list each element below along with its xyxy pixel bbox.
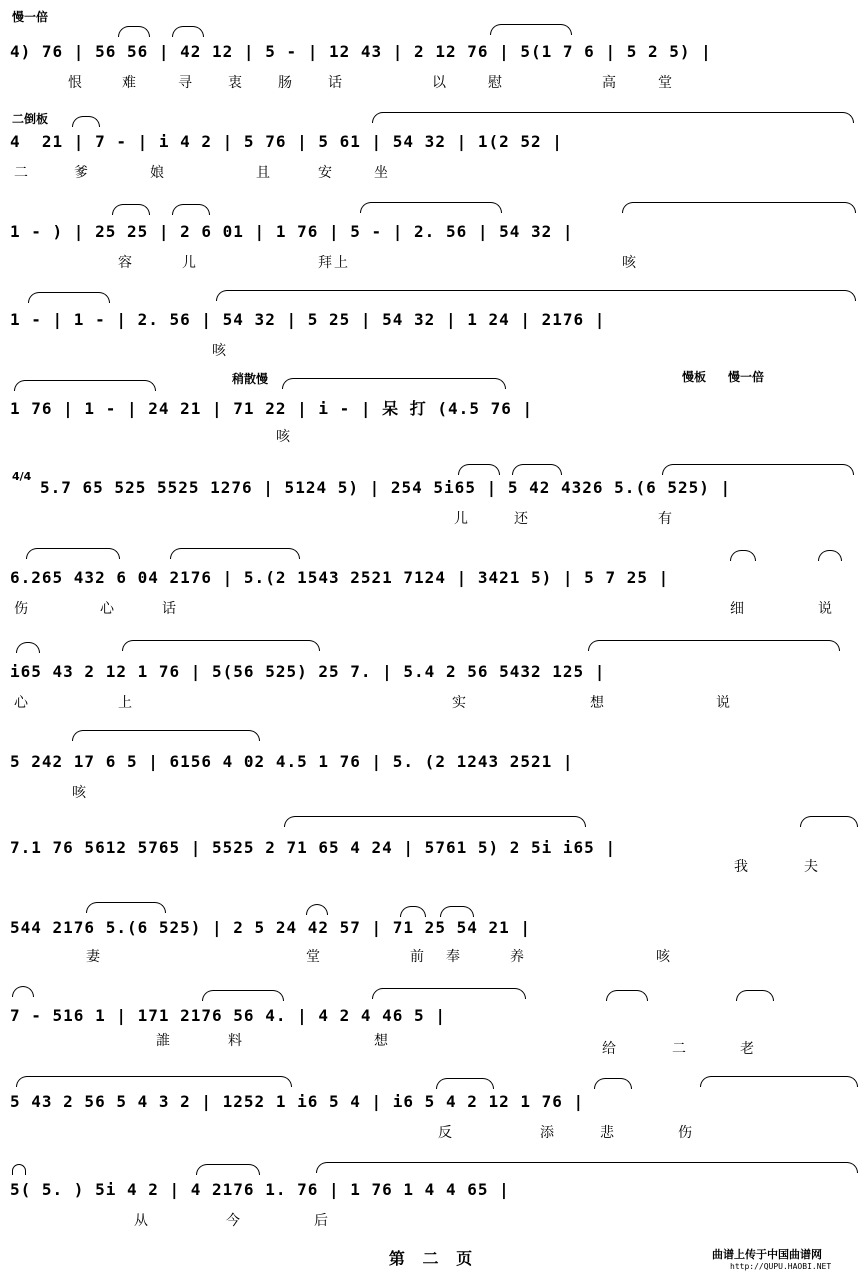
- lyric: 今: [226, 1213, 240, 1229]
- lyric: 伤: [14, 601, 28, 617]
- slur-mark: [622, 202, 856, 213]
- lyric: 反: [438, 1125, 452, 1141]
- slur-mark: [606, 990, 648, 1001]
- lyric: 说: [716, 695, 730, 711]
- lyric: 誰: [156, 1033, 170, 1049]
- page-number-label: 第 二 页: [388, 1249, 479, 1268]
- lyric: 儿: [182, 255, 196, 271]
- notation-line: 5.7 65 525 5525 1276 | 5124 5) | 254 5i65 | 5 42 4326 5.(6 525) |: [40, 478, 732, 497]
- slur-mark: [284, 816, 586, 827]
- slur-mark: [360, 202, 502, 213]
- lyric: 咳: [622, 255, 636, 271]
- lyric: 还: [514, 511, 528, 527]
- notation-line: 5 242 17 6 5 | 6156 4 02 4.5 1 76 | 5. (2 1243 2521 |: [10, 752, 574, 771]
- tempo-mark-slow-board: 慢板: [682, 370, 707, 384]
- notation-line: 5 43 2 56 5 4 3 2 | 1252 1 i6 5 4 | i6 5 4 2 12 1 76 |: [10, 1092, 585, 1111]
- slur-mark: [306, 904, 328, 915]
- lyric: 儿: [454, 511, 468, 527]
- lyric: 安: [318, 165, 332, 181]
- lyric: 上: [118, 695, 132, 711]
- slur-mark: [662, 464, 854, 475]
- notation-line: 1 - | 1 - | 2. 56 | 54 32 | 5 25 | 54 32 | 1 24 | 2176 |: [10, 310, 606, 329]
- notation-line: i65 43 2 12 1 76 | 5(56 525) 25 7. | 5.4 2 56 5432 125 |: [10, 662, 606, 681]
- slur-mark: [122, 640, 320, 651]
- lyric: 拜: [318, 255, 332, 271]
- slur-mark: [118, 26, 150, 37]
- slur-mark: [26, 548, 120, 559]
- source-credit: 曲谱上传于中国曲谱网: [712, 1248, 822, 1261]
- slur-mark: [490, 24, 572, 35]
- slur-mark: [196, 1164, 260, 1175]
- lyric: 心: [100, 601, 114, 617]
- tempo-mark-slow-double-2: 慢一倍: [728, 370, 765, 384]
- slur-mark: [170, 548, 300, 559]
- slur-mark: [588, 640, 840, 651]
- lyric: 咳: [212, 343, 226, 359]
- lyric: 心: [14, 695, 28, 711]
- lyric: 细: [730, 601, 744, 617]
- lyric: 想: [590, 695, 604, 711]
- lyric: 寻: [178, 75, 192, 91]
- lyric: 肠: [278, 75, 292, 91]
- lyric: 爹: [74, 165, 88, 181]
- lyric: 堂: [658, 75, 672, 91]
- lyric: 悲: [600, 1125, 614, 1141]
- lyric: 坐: [374, 165, 388, 181]
- notation-line: 5( 5. ) 5i 4 2 | 4 2176 1. 76 | 1 76 1 4 4 65 |: [10, 1180, 510, 1199]
- lyric: 料: [228, 1033, 242, 1049]
- lyric: 衷: [228, 75, 242, 91]
- lyric: 后: [314, 1213, 328, 1229]
- lyric: 给: [602, 1041, 616, 1057]
- slur-mark: [400, 906, 426, 917]
- slur-mark: [216, 290, 856, 301]
- slur-mark: [512, 464, 562, 475]
- notation-line: 7 - 516 1 | 171 2176 56 4. | 4 2 4 46 5 |: [10, 1006, 446, 1025]
- slur-mark: [16, 1076, 292, 1087]
- lyric: 想: [374, 1033, 388, 1049]
- notation-line: 544 2176 5.(6 525) | 2 5 24 42 57 | 71 25 54 21 |: [10, 918, 532, 937]
- lyric: 二: [672, 1041, 686, 1057]
- notation-line: 4 21 | 7 - | i 4 2 | 5 76 | 5 61 | 54 32 | 1(2 52 |: [10, 132, 563, 151]
- slur-mark: [72, 116, 100, 127]
- lyric: 我: [734, 859, 748, 875]
- slur-mark: [818, 550, 842, 561]
- slur-mark: [800, 816, 858, 827]
- lyric: 添: [540, 1125, 554, 1141]
- slur-mark: [372, 988, 526, 999]
- lyric: 且: [256, 165, 270, 181]
- slur-mark: [372, 112, 854, 123]
- lyric: 堂: [306, 949, 320, 965]
- slur-mark: [12, 986, 34, 997]
- lyric: 高: [602, 75, 616, 91]
- lyric: 咳: [656, 949, 670, 965]
- lyric: 话: [328, 75, 342, 91]
- lyric: 二: [14, 165, 28, 181]
- slur-mark: [282, 378, 506, 389]
- lyric: 慰: [488, 75, 502, 91]
- lyric: 娘: [150, 165, 164, 181]
- tempo-mark-erdaoban: 二倒板: [12, 112, 49, 126]
- lyric: 话: [162, 601, 176, 617]
- slur-mark: [700, 1076, 858, 1087]
- slur-mark: [316, 1162, 858, 1173]
- notation-line: 1 76 | 1 - | 24 21 | 71 22 | i - | 呆 打 (4.5 76 |: [10, 399, 534, 418]
- source-url: http://QUPU.HAOBI.NET: [730, 1262, 832, 1271]
- slur-mark: [112, 204, 150, 215]
- tempo-mark-slightly-free: 稍散慢: [232, 372, 269, 386]
- notation-line: 4) 76 | 56 56 | 42 12 | 5 - | 12 43 | 2 12 76 | 5(1 7 6 | 5 2 5) |: [10, 42, 712, 61]
- lyric: 夫: [804, 859, 818, 875]
- lyric: 咳: [72, 785, 86, 801]
- slur-mark: [440, 906, 474, 917]
- lyric: 前: [410, 949, 424, 965]
- lyric: 以: [432, 75, 446, 91]
- slur-mark: [436, 1078, 494, 1089]
- notation-line: 6.265 432 6 04 2176 | 5.(2 1543 2521 7124 | 3421 5) | 5 7 25 |: [10, 568, 670, 587]
- slur-mark: [730, 550, 756, 561]
- lyric: 实: [452, 695, 466, 711]
- lyric: 从: [134, 1213, 148, 1229]
- slur-mark: [458, 464, 500, 475]
- slur-mark: [28, 292, 110, 303]
- lyric: 奉: [446, 949, 460, 965]
- notation-line: 1 - ) | 25 25 | 2 6 01 | 1 76 | 5 - | 2. 56 | 54 32 |: [10, 222, 574, 241]
- tempo-mark-slow-double: 慢一倍: [12, 10, 49, 24]
- lyric: 妻: [86, 949, 100, 965]
- slur-mark: [202, 990, 284, 1001]
- lyric: 容: [118, 255, 132, 271]
- time-signature: 4/4: [12, 470, 32, 483]
- slur-mark: [12, 1164, 26, 1175]
- lyric: 老: [740, 1041, 754, 1057]
- lyric: 咳: [276, 429, 290, 445]
- slur-mark: [736, 990, 774, 1001]
- slur-mark: [172, 204, 210, 215]
- slur-mark: [14, 380, 156, 391]
- lyric: 说: [818, 601, 832, 617]
- slur-mark: [594, 1078, 632, 1089]
- lyric: 有: [658, 511, 672, 527]
- lyric: 难: [122, 75, 136, 91]
- slur-mark: [72, 730, 260, 741]
- lyric: 恨: [68, 75, 82, 91]
- slur-mark: [16, 642, 40, 653]
- slur-mark: [86, 902, 166, 913]
- lyric: 伤: [678, 1125, 692, 1141]
- lyric: 养: [510, 949, 524, 965]
- slur-mark: [172, 26, 204, 37]
- notation-line: 7.1 76 5612 5765 | 5525 2 71 65 4 24 | 5761 5) 2 5i i65 |: [10, 838, 617, 857]
- lyric: 上: [334, 255, 348, 271]
